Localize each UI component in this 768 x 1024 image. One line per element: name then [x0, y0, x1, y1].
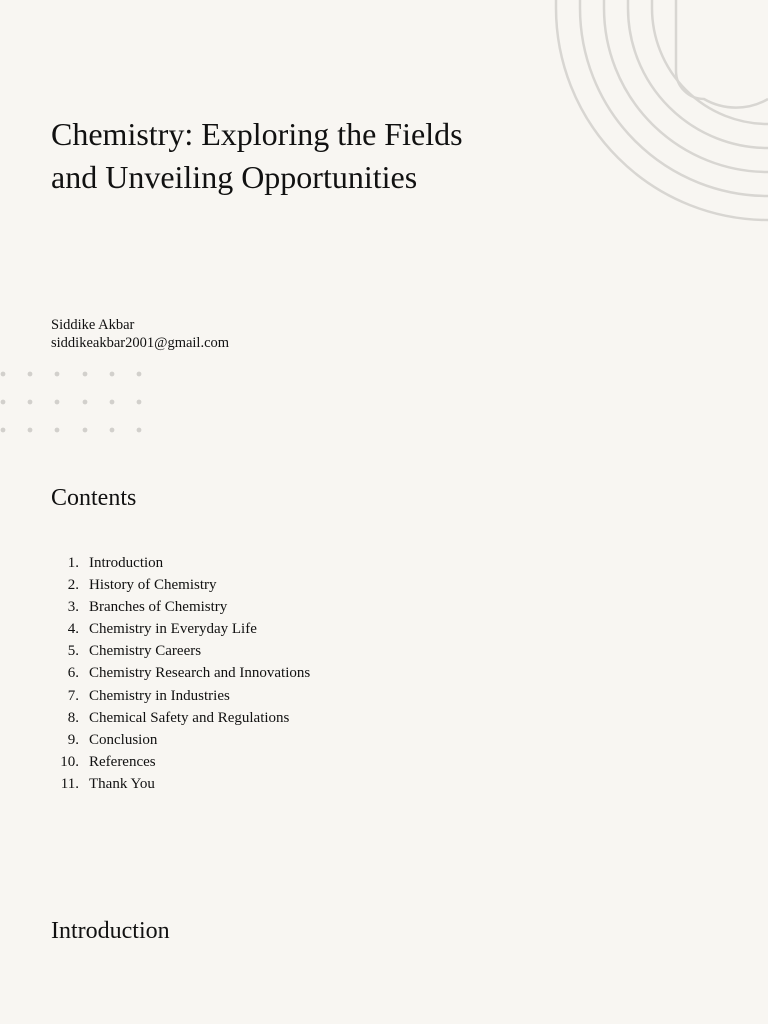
toc-item-label: Introduction: [89, 555, 164, 571]
toc-item-number: 9.: [67, 731, 79, 748]
toc-item-conclusion: [51, 729, 310, 751]
toc-item-thank-you: [51, 773, 310, 795]
arc-4: [628, 0, 768, 148]
author-name: Siddike Akbar: [51, 317, 135, 333]
toc-item-label: Thank You: [89, 775, 155, 792]
toc-item-references: [51, 751, 310, 773]
decorative-dot-grid: [0, 366, 150, 438]
author-block: [51, 316, 229, 352]
toc-item-number: 6.: [67, 665, 79, 682]
toc-item-careers: [51, 640, 310, 662]
toc-item-industries: [51, 685, 310, 707]
toc-item-label: Branches of Chemistry: [89, 599, 228, 616]
toc-item-number: 3.: [67, 599, 79, 616]
toc-item-label: Chemical Safety and Regulations: [89, 709, 290, 726]
toc-item-label: Chemistry in Everyday Life: [89, 621, 257, 638]
arc-1: [556, 0, 768, 220]
author-email: siddikeakbar2001@gmail.com: [51, 335, 230, 351]
toc-item-label: Chemistry Careers: [89, 643, 202, 660]
toc-item-research: [51, 662, 310, 684]
toc-item-number: 2.: [67, 577, 79, 594]
toc-item-label: History of Chemistry: [89, 577, 217, 594]
toc-item-number: 7.: [67, 687, 79, 704]
table-of-contents: [51, 552, 310, 795]
toc-item-number: 10.: [60, 753, 79, 770]
arc-2: [580, 0, 768, 196]
toc-item-history: [51, 574, 310, 596]
toc-item-label: Chemistry Research and Innovations: [89, 665, 311, 682]
toc-item-number: 11.: [60, 775, 79, 792]
introduction-heading: Introduction: [51, 918, 170, 944]
contents-heading: Contents: [51, 485, 137, 511]
toc-item-label: Conclusion: [89, 731, 158, 748]
decorative-arcs: [540, 0, 768, 240]
toc-item-number: 8.: [67, 709, 79, 726]
arc-6: [676, 0, 768, 108]
toc-item-label: References: [89, 753, 156, 770]
toc-item-label: Chemistry in Industries: [89, 687, 230, 704]
toc-item-number: 4.: [67, 621, 79, 638]
toc-item-everyday-life: [51, 618, 310, 640]
toc-item-branches: [51, 596, 310, 618]
document-title: Chemistry: Exploring the Fields and Unveiling Opportunities: [51, 116, 463, 195]
toc-item-number: 1.: [67, 555, 79, 571]
toc-item-number: 5.: [67, 643, 79, 660]
toc-item-introduction: [51, 552, 310, 574]
toc-item-safety: [51, 707, 310, 729]
